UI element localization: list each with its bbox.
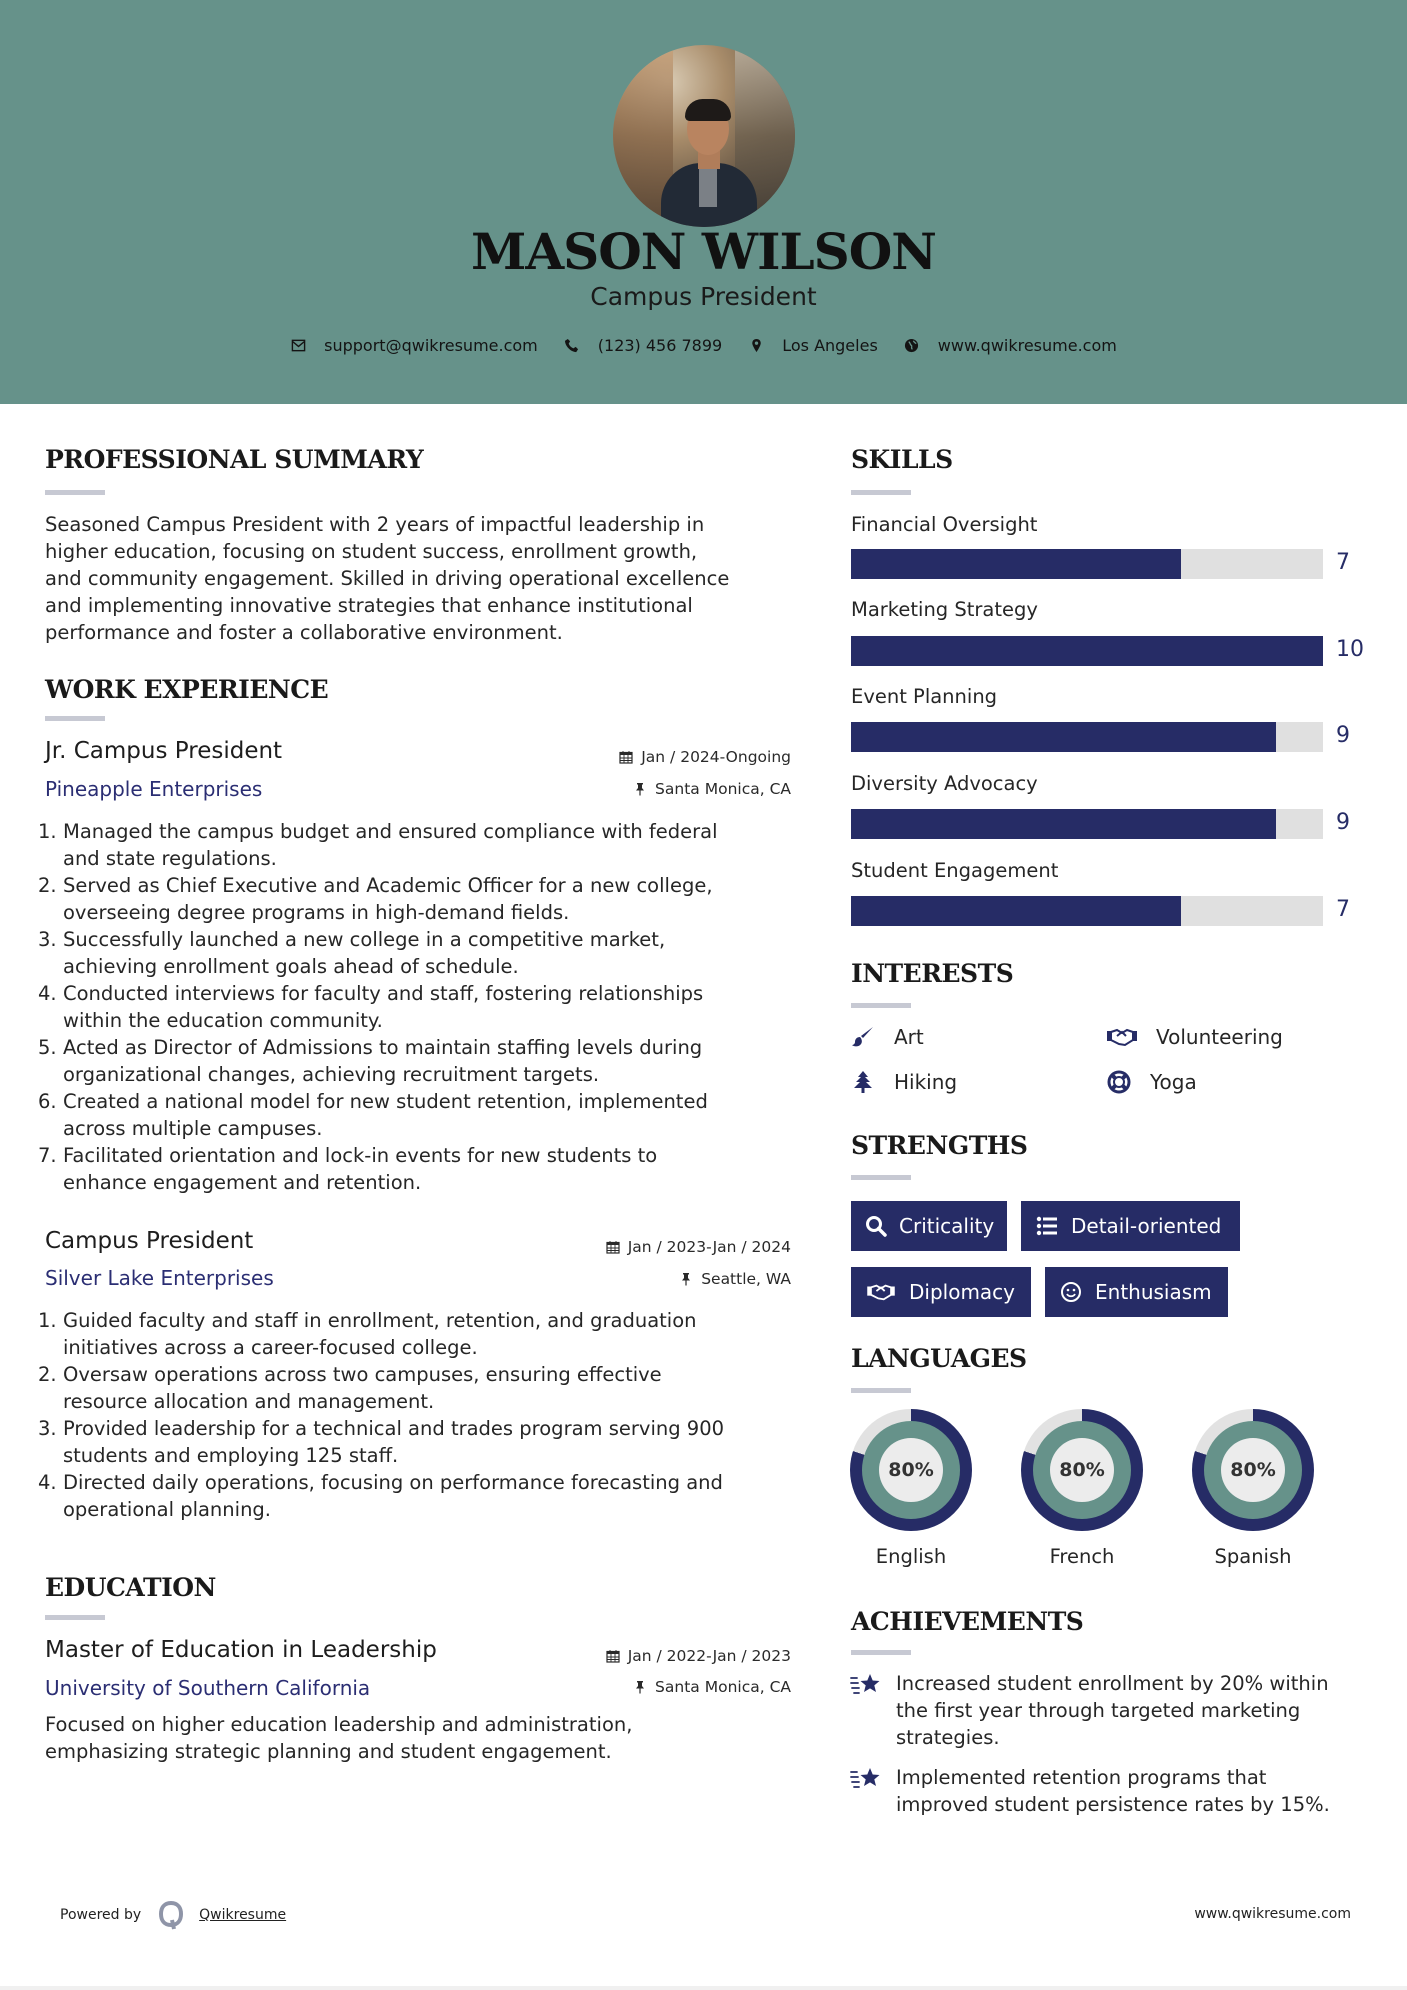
school-name: University of Southern California [45, 1676, 371, 1700]
skill-label: Marketing Strategy [851, 598, 1038, 621]
contact-phone-text: (123) 456 7899 [597, 336, 723, 355]
bullet-line: Oversaw operations across two campuses, ensuring effective [63, 1363, 662, 1386]
strength-badge [1045, 1267, 1228, 1317]
bullet-line: overseeing degree programs in high-demand fields. [63, 901, 570, 924]
bullet-item [38, 1034, 808, 1088]
summary-heading: PROFESSIONAL SUMMARY [45, 445, 424, 474]
photo-person-shirt [699, 167, 717, 207]
bullet-number: 2. [38, 874, 57, 897]
language-label: French [1049, 1545, 1115, 1568]
bullet-line: operational planning. [63, 1498, 272, 1521]
contact-website[interactable] [904, 336, 1117, 355]
candidate-name: MASON WILSON [471, 222, 936, 281]
bullet-line: resource allocation and management. [63, 1390, 435, 1413]
interest-item [1106, 1070, 1197, 1094]
bullet-item [38, 980, 808, 1034]
contact-location-text: Los Angeles [782, 336, 878, 355]
interest-label: Volunteering [1156, 1025, 1283, 1049]
interests-heading: INTERESTS [851, 959, 1014, 988]
strength-label: Criticality [899, 1214, 995, 1238]
summary-line: Seasoned Campus President with 2 years of impactful leadership in [45, 513, 705, 536]
skill-bar [851, 809, 1323, 839]
language-donut [1192, 1409, 1314, 1531]
contact-phone[interactable] [564, 336, 722, 355]
bullet-number: 3. [38, 1417, 57, 1440]
bullet-number: 2. [38, 1363, 57, 1386]
interest-label: Hiking [894, 1070, 958, 1094]
calendar-icon [606, 1240, 620, 1254]
bullet-line: Provided leadership for a technical and trades program serving 900 [63, 1417, 725, 1440]
section-underline [45, 716, 105, 721]
skill-label: Financial Oversight [851, 513, 1038, 536]
bullet-item [38, 1088, 808, 1142]
bullet-line: Conducted interviews for faculty and staff, fostering relationships [63, 982, 704, 1005]
skill-value: 9 [1336, 810, 1350, 835]
summary-text [45, 511, 805, 646]
profile-photo [613, 45, 795, 227]
strength-badge [851, 1267, 1031, 1317]
bullet-line: initiatives across a career-focused college. [63, 1336, 478, 1359]
bullet-item [38, 1469, 808, 1523]
skills-heading: SKILLS [851, 445, 953, 474]
shooting-star-icon [850, 1670, 884, 1698]
strength-badge [851, 1201, 1007, 1251]
education-dates [540, 1647, 791, 1665]
bullet-line: organizational changes, achieving recruitment targets. [63, 1063, 600, 1086]
achievement-line: improved student persistence rates by 15%. [896, 1793, 1330, 1816]
bullet-number: 5. [38, 1036, 57, 1059]
bullet-line: within the education community. [63, 1009, 383, 1032]
bullet-line: across multiple campuses. [63, 1117, 323, 1140]
job-title: Jr. Campus President [45, 738, 283, 764]
pushpin-icon [679, 1272, 693, 1286]
section-underline [851, 1388, 911, 1393]
education-dates-text: Jan / 2022-Jan / 2023 [627, 1647, 791, 1665]
bullet-number: 7. [38, 1144, 57, 1167]
education-heading: EDUCATION [45, 1573, 216, 1602]
contact-row [0, 336, 1407, 355]
skill-bar [851, 636, 1323, 666]
qwikresume-logo-icon [157, 1900, 185, 1930]
bullet-line: Successfully launched a new college in a competitive market, [63, 928, 666, 951]
pushpin-icon [633, 1680, 647, 1694]
page-bottom-edge [0, 1986, 1407, 1990]
language-percent: 80% [1050, 1438, 1114, 1502]
bullet-item [38, 1415, 808, 1469]
bullet-line: Guided faculty and staff in enrollment, retention, and graduation [63, 1309, 697, 1332]
language-label: English [875, 1545, 947, 1568]
bullet-number: 4. [38, 982, 57, 1005]
bullet-line: Created a national model for new student retention, implemented [63, 1090, 708, 1113]
strengths-heading: STRENGTHS [851, 1131, 1028, 1160]
language-percent: 80% [1221, 1438, 1285, 1502]
achievement-line: the first year through targeted marketing [896, 1699, 1301, 1722]
contact-email[interactable] [290, 336, 538, 355]
achievement-line: Increased student enrollment by 20% within [896, 1672, 1329, 1695]
experience-heading: WORK EXPERIENCE [45, 675, 329, 704]
bullet-item [38, 1361, 808, 1415]
bullet-item [38, 872, 808, 926]
degree-title: Master of Education in Leadership [45, 1637, 437, 1663]
achievement-text [896, 1670, 1329, 1751]
language-item [1192, 1409, 1316, 1568]
education-location-text: Santa Monica, CA [655, 1678, 791, 1696]
section-underline [851, 490, 911, 495]
bullet-item [38, 818, 808, 872]
bullet-number: 1. [38, 1309, 57, 1332]
skill-label: Event Planning [851, 685, 998, 708]
bullet-number: 4. [38, 1471, 57, 1494]
bullet-line: Managed the campus budget and ensured compliance with federal [63, 820, 718, 843]
bullet-line: Directed daily operations, focusing on performance forecasting and [63, 1471, 723, 1494]
bullet-item [38, 1142, 808, 1196]
summary-line: higher education, focusing on student success, enrollment growth, [45, 540, 698, 563]
powered-by-label: Powered by [60, 1907, 142, 1923]
bullet-line: students and employing 125 staff. [63, 1444, 399, 1467]
skill-label: Diversity Advocacy [851, 772, 1038, 795]
search-icon [865, 1215, 887, 1237]
achievement-item [850, 1764, 1380, 1818]
list-icon [1035, 1215, 1059, 1237]
interest-item [1106, 1025, 1283, 1049]
contact-email-text: support@qwikresume.com [324, 336, 538, 355]
life-ring-icon [1106, 1070, 1132, 1094]
smile-icon [1059, 1281, 1083, 1303]
language-item [850, 1409, 974, 1568]
education-description [45, 1711, 805, 1765]
bullet-line: Served as Chief Executive and Academic Officer for a new college, [63, 874, 713, 897]
achievement-line: Implemented retention programs that [896, 1766, 1267, 1789]
job-location-text: Seattle, WA [701, 1270, 791, 1288]
achievement-text [896, 1764, 1330, 1818]
section-underline [851, 1003, 911, 1008]
job-location-text: Santa Monica, CA [655, 780, 791, 798]
job-dates [540, 748, 791, 766]
pushpin-icon [633, 782, 647, 796]
job-dates-text: Jan / 2023-Jan / 2024 [627, 1238, 791, 1256]
strength-badge [1021, 1201, 1240, 1251]
education-line: emphasizing strategic planning and student engagement. [45, 1740, 612, 1763]
globe-icon [904, 338, 920, 354]
footer-powered-by [60, 1900, 286, 1930]
job-bullets [38, 1307, 808, 1523]
interest-label: Yoga [1150, 1070, 1197, 1094]
language-label: Spanish [1214, 1545, 1292, 1568]
languages-heading: LANGUAGES [851, 1344, 1027, 1373]
language-item [1021, 1409, 1145, 1568]
strength-label: Enthusiasm [1095, 1280, 1212, 1304]
summary-line: and community engagement. Skilled in driving operational excellence [45, 567, 730, 590]
photo-person-hair [685, 99, 731, 121]
map-marker-icon [748, 338, 764, 354]
interest-item [850, 1070, 957, 1094]
strength-label: Detail-oriented [1071, 1214, 1222, 1238]
envelope-icon [290, 338, 306, 354]
job-location [540, 1270, 791, 1288]
section-underline [45, 1615, 105, 1620]
bullet-line: and state regulations. [63, 847, 277, 870]
bullet-line: Acted as Director of Admissions to maintain staffing levels during [63, 1036, 703, 1059]
interest-label: Art [894, 1025, 924, 1049]
footer-website[interactable]: www.qwikresume.com [1194, 1906, 1351, 1922]
summary-line: performance and foster a collaborative environment. [45, 621, 563, 644]
tree-icon [850, 1070, 876, 1094]
shooting-star-icon [850, 1764, 884, 1792]
skill-bar [851, 896, 1323, 926]
skill-bar-fill [851, 809, 1276, 839]
bullet-number: 3. [38, 928, 57, 951]
job-bullets [38, 818, 808, 1196]
bullet-item [38, 926, 808, 980]
skill-bar [851, 549, 1323, 579]
qwikresume-link[interactable]: Qwikresume [199, 1907, 287, 1923]
skill-value: 7 [1336, 550, 1350, 575]
skill-value: 7 [1336, 897, 1350, 922]
section-underline [45, 490, 105, 495]
contact-location [748, 336, 878, 355]
skill-bar-fill [851, 896, 1181, 926]
calendar-icon [606, 1649, 620, 1663]
bullet-item [38, 1307, 808, 1361]
bullet-line: Facilitated orientation and lock-in events for new students to [63, 1144, 658, 1167]
summary-line: and implementing innovative strategies that enhance institutional [45, 594, 693, 617]
achievement-line: strategies. [896, 1726, 1000, 1749]
skill-label: Student Engagement [851, 859, 1059, 882]
skill-value: 10 [1336, 637, 1364, 662]
job-title: Campus President [45, 1228, 254, 1254]
job-dates-text: Jan / 2024-Ongoing [641, 748, 791, 766]
handshake-icon [1106, 1025, 1138, 1049]
achievements-heading: ACHIEVEMENTS [851, 1607, 1084, 1636]
candidate-title: Campus President [590, 282, 817, 311]
handshake-icon [865, 1281, 897, 1303]
phone-icon [564, 338, 580, 354]
bullet-number: 1. [38, 820, 57, 843]
paintbrush-icon [850, 1025, 876, 1049]
bullet-line: enhance engagement and retention. [63, 1171, 422, 1194]
bullet-number: 6. [38, 1090, 57, 1113]
resume-header [0, 0, 1407, 404]
bullet-line: achieving enrollment goals ahead of schedule. [63, 955, 519, 978]
language-donut [1021, 1409, 1143, 1531]
strength-label: Diplomacy [909, 1280, 1016, 1304]
skill-bar [851, 722, 1323, 752]
job-company: Pineapple Enterprises [45, 777, 263, 801]
job-dates [540, 1238, 791, 1256]
interest-item [850, 1025, 924, 1049]
job-location [540, 780, 791, 798]
skill-value: 9 [1336, 723, 1350, 748]
skill-bar-fill [851, 549, 1181, 579]
education-line: Focused on higher education leadership and administration, [45, 1713, 633, 1736]
job-company: Silver Lake Enterprises [45, 1266, 274, 1290]
education-location [540, 1678, 791, 1696]
achievement-item [850, 1670, 1380, 1751]
contact-website-text: www.qwikresume.com [937, 336, 1117, 355]
section-underline [851, 1650, 911, 1655]
language-percent: 80% [879, 1438, 943, 1502]
section-underline [851, 1175, 911, 1180]
calendar-icon [619, 750, 633, 764]
language-donut [850, 1409, 972, 1531]
skill-bar-fill [851, 636, 1323, 666]
skill-bar-fill [851, 722, 1276, 752]
